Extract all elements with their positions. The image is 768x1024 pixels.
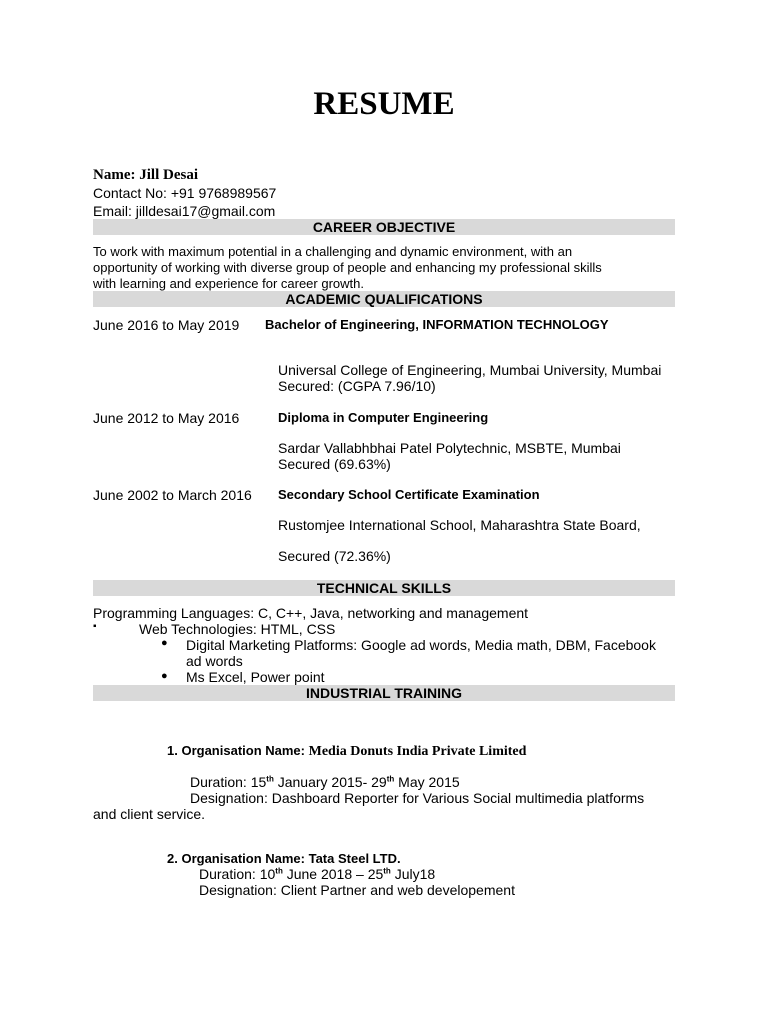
- training-duration-1: [190, 774, 460, 790]
- academic-dates: June 2002 to March 2016: [93, 487, 252, 503]
- duration-text: July18: [390, 866, 436, 882]
- duration-text: January 2015- 29: [273, 774, 387, 790]
- training-org-1: [167, 743, 526, 760]
- academic-institution: Rustomjee International School, Maharashtra State Board,: [278, 517, 641, 533]
- career-objective-text: [93, 244, 675, 292]
- training-designation-1: Designation: Dashboard Reporter for Various Social multimedia platforms: [190, 790, 645, 806]
- ordinal-suffix: th: [266, 774, 274, 784]
- section-header-career-objective: CAREER OBJECTIVE: [93, 219, 675, 235]
- academic-degree: Diploma in Computer Engineering: [278, 410, 489, 425]
- academic-dates: June 2012 to May 2016: [93, 410, 240, 426]
- ordinal-suffix: th: [386, 774, 395, 784]
- candidate-name: Jill Desai: [139, 167, 198, 183]
- name-line: [93, 167, 198, 184]
- square-bullet-icon: ▪: [93, 621, 97, 632]
- academic-institution: Universal College of Engineering, Mumbai University, Mumbai: [278, 362, 662, 378]
- skill-digital-marketing-cont: ad words: [186, 653, 243, 669]
- academic-score: Secured: (CGPA 7.96/10): [278, 378, 436, 394]
- academic-score: Secured (72.36%): [278, 548, 391, 564]
- round-bullet-icon: ●: [161, 637, 168, 649]
- training-number: 2.: [167, 851, 178, 866]
- academic-score: Secured (69.63%): [278, 456, 391, 472]
- training-designation-1-cont: and client service.: [93, 806, 206, 822]
- org-label: Organisation Name:: [181, 743, 305, 758]
- ordinal-suffix: th: [275, 866, 283, 876]
- objective-line: To work with maximum potential in a challenging and dynamic environment, with an: [93, 244, 573, 259]
- ordinal-suffix: th: [383, 866, 391, 876]
- objective-line: opportunity of working with diverse group of people and enhancing my professional skills: [93, 260, 602, 275]
- academic-dates: June 2016 to May 2019: [93, 317, 240, 333]
- duration-text: Duration: 15: [190, 774, 267, 790]
- contact-number: Contact No: +91 9768989567: [93, 185, 277, 201]
- training-duration-2: [199, 866, 435, 882]
- academic-institution: Sardar Vallabhbhai Patel Polytechnic, MSBTE, Mumbai: [278, 440, 621, 456]
- duration-text: May 2015: [394, 774, 460, 790]
- org-label: Organisation Name: Tata Steel LTD.: [181, 851, 401, 866]
- skill-web-technologies: Web Technologies: HTML, CSS: [139, 621, 336, 637]
- training-org-2: [167, 851, 401, 866]
- skill-ms-office: Ms Excel, Power point: [186, 669, 325, 685]
- skill-digital-marketing: Digital Marketing Platforms: Google ad words, Media math, DBM, Facebook: [186, 637, 656, 653]
- email-address: Email: jilldesai17@gmail.com: [93, 203, 276, 219]
- duration-text: June 2018 – 25: [282, 866, 384, 882]
- round-bullet-icon: ●: [161, 670, 168, 682]
- org-name: Media Donuts India Private Limited: [308, 744, 527, 759]
- duration-text: Duration: 10: [199, 866, 276, 882]
- objective-line: with learning and experience for career growth.: [93, 276, 364, 291]
- section-header-academic: ACADEMIC QUALIFICATIONS: [93, 291, 675, 307]
- skill-programming-languages: Programming Languages: C, C++, Java, networking and management: [93, 605, 529, 621]
- section-header-industrial-training: INDUSTRIAL TRAINING: [93, 685, 675, 701]
- training-number: 1.: [167, 743, 178, 758]
- resume-title: RESUME: [313, 86, 455, 122]
- section-header-technical-skills: TECHNICAL SKILLS: [93, 580, 675, 596]
- academic-degree: Secondary School Certificate Examination: [278, 487, 540, 502]
- training-designation-2: Designation: Client Partner and web developement: [199, 882, 515, 898]
- name-label: Name:: [93, 167, 136, 183]
- academic-degree: Bachelor of Engineering, INFORMATION TECHNOLOGY: [265, 317, 609, 332]
